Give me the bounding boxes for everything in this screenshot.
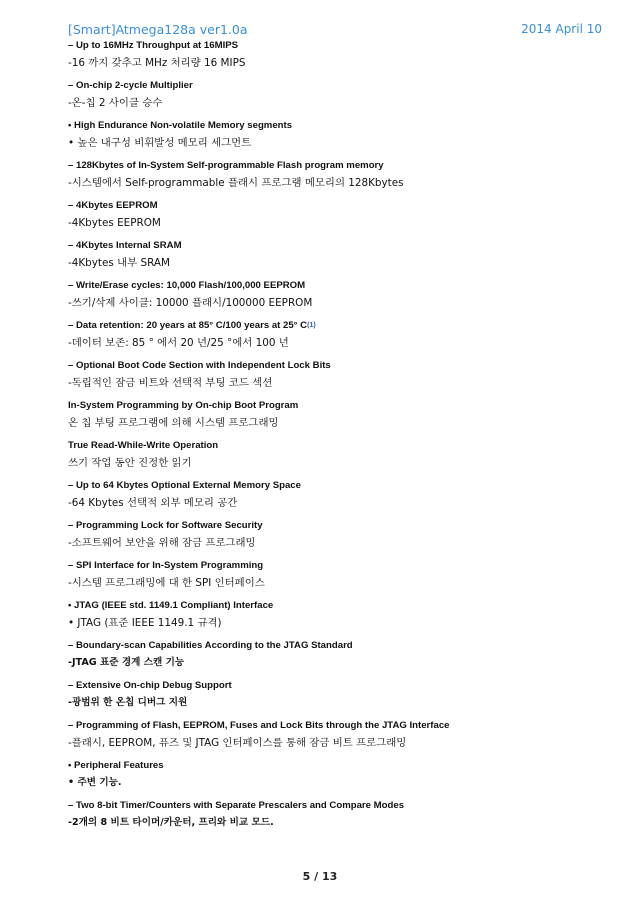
spec-english-line	[68, 40, 608, 52]
spec-korean-translation: -광범위 한 온칩 디버그 지원	[68, 697, 188, 708]
spec-korean-translation: -데이터 보존: 85 ° 에서 20 년/25 °에서 100 년	[68, 337, 289, 349]
spec-korean-translation: -JTAG 표준 경계 스캔 기능	[68, 657, 185, 668]
spec-korean-translation: -4Kbytes 내부 SRAM	[68, 257, 170, 269]
page-header	[68, 22, 602, 42]
spec-entry	[68, 160, 608, 191]
page-number: 5 / 13	[302, 870, 338, 883]
spec-korean-translation: -온-칩 2 사이클 승수	[68, 97, 163, 109]
spec-entry	[68, 760, 608, 791]
spec-english-text: – Up to 64 Kbytes Optional External Memory Space	[68, 480, 301, 491]
spec-korean-translation: -시스템에서 Self-programmable 플래시 프로그램 메모리의 128Kbytes	[68, 177, 404, 189]
spec-english-line	[68, 680, 608, 692]
spec-english-line	[68, 400, 608, 412]
spec-english-line	[68, 440, 608, 452]
spec-english-line	[68, 120, 608, 132]
spec-entry	[68, 400, 608, 431]
spec-english-text: – Up to 16MHz Throughput at 16MIPS	[68, 40, 239, 51]
footnote-reference: (1)	[307, 322, 316, 329]
spec-entry	[68, 80, 608, 111]
spec-korean-translation: -4Kbytes EEPROM	[68, 217, 161, 229]
spec-entry	[68, 480, 608, 511]
spec-english-line	[68, 80, 608, 92]
spec-korean-translation: • JTAG (표준 IEEE 1149.1 규격)	[68, 617, 222, 629]
spec-entry	[68, 240, 608, 271]
document-date: 2014 April 10	[521, 22, 602, 36]
spec-english-text: – SPI Interface for In-System Programming	[68, 560, 264, 571]
spec-english-text: – Boundary-scan Capabilities According to the JTAG Standard	[68, 640, 353, 651]
spec-english-line	[68, 640, 608, 652]
spec-english-text: – 4Kbytes Internal SRAM	[68, 240, 182, 251]
spec-korean-translation: -쓰기/삭제 사이클: 10000 플래시/100000 EEPROM	[68, 297, 313, 309]
spec-english-line	[68, 480, 608, 492]
spec-korean-translation: 쓰기 작업 동안 진정한 읽기	[68, 457, 192, 469]
spec-english-line	[68, 360, 608, 372]
spec-korean-translation: -플래시, EEPROM, 퓨즈 및 JTAG 인터페이스를 통해 잠금 비트 프로그래밍	[68, 737, 407, 749]
spec-entry	[68, 560, 608, 591]
spec-english-text: – Programming Lock for Software Security	[68, 520, 263, 531]
spec-korean-translation: -16 까지 갖추고 MHz 처리량 16 MIPS	[68, 57, 246, 69]
spec-english-text: • JTAG (IEEE std. 1149.1 Compliant) Interface	[68, 600, 274, 611]
spec-entry	[68, 120, 608, 151]
spec-english-text: True Read-While-Write Operation	[68, 440, 219, 451]
spec-korean-translation: -시스템 프로그래밍에 대 한 SPI 인터페이스	[68, 577, 265, 589]
spec-english-line	[68, 600, 608, 612]
spec-english-line	[68, 520, 608, 532]
spec-english-text: – 128Kbytes of In-System Self-programmable Flash program memory	[68, 160, 384, 171]
spec-english-line	[68, 160, 608, 172]
spec-korean-translation: -2개의 8 비트 타이머/카운터, 프리와 비교 모드.	[68, 817, 274, 828]
spec-english-line	[68, 800, 608, 812]
spec-entry	[68, 440, 608, 471]
spec-english-line	[68, 200, 608, 212]
spec-english-text: – Optional Boot Code Section with Independent Lock Bits	[68, 360, 331, 371]
spec-english-text: In-System Programming by On-chip Boot Program	[68, 400, 299, 411]
spec-english-text: – Extensive On-chip Debug Support	[68, 680, 232, 691]
spec-entry	[68, 200, 608, 231]
spec-english-line	[68, 320, 608, 332]
spec-english-text: – Data retention: 20 years at 85° C/100 years at 25° C	[68, 320, 308, 331]
spec-english-text: • Peripheral Features	[68, 760, 164, 771]
spec-entry	[68, 680, 608, 711]
spec-english-text: – 4Kbytes EEPROM	[68, 200, 158, 211]
spec-entry	[68, 720, 608, 751]
spec-korean-translation: • 높은 내구성 비휘발성 메모리 세그먼트	[68, 137, 252, 149]
spec-english-text: – Two 8-bit Timer/Counters with Separate Prescalers and Compare Modes	[68, 800, 405, 811]
spec-korean-translation: 온 칩 부팅 프로그램에 의해 시스템 프로그래밍	[68, 417, 279, 429]
document-title: [Smart]Atmega128a ver1.0a	[68, 22, 248, 37]
spec-english-text: – On-chip 2-cycle Multiplier	[68, 80, 193, 91]
spec-english-line	[68, 760, 608, 772]
spec-list	[68, 40, 608, 840]
spec-entry	[68, 360, 608, 391]
spec-english-line	[68, 240, 608, 252]
spec-entry	[68, 280, 608, 311]
spec-korean-translation: • 주변 기능.	[68, 777, 122, 788]
spec-entry	[68, 800, 608, 831]
spec-english-text: – Write/Erase cycles: 10,000 Flash/100,000 EEPROM	[68, 280, 306, 291]
spec-entry	[68, 520, 608, 551]
spec-english-text: • High Endurance Non-volatile Memory segments	[68, 120, 293, 131]
spec-korean-translation: -독립적인 잠금 비트와 선택적 부팅 코드 섹션	[68, 377, 273, 389]
spec-korean-translation: -소프트웨어 보안을 위해 잠금 프로그래밍	[68, 537, 256, 549]
spec-entry	[68, 40, 608, 71]
spec-english-line	[68, 560, 608, 572]
spec-english-line	[68, 720, 608, 732]
spec-english-line	[68, 280, 608, 292]
spec-korean-translation: -64 Kbytes 선택적 외부 메모리 공간	[68, 497, 238, 509]
spec-entry	[68, 600, 608, 631]
spec-english-text: – Programming of Flash, EEPROM, Fuses and Lock Bits through the JTAG Interface	[68, 720, 450, 731]
spec-entry	[68, 320, 608, 351]
spec-entry	[68, 640, 608, 671]
